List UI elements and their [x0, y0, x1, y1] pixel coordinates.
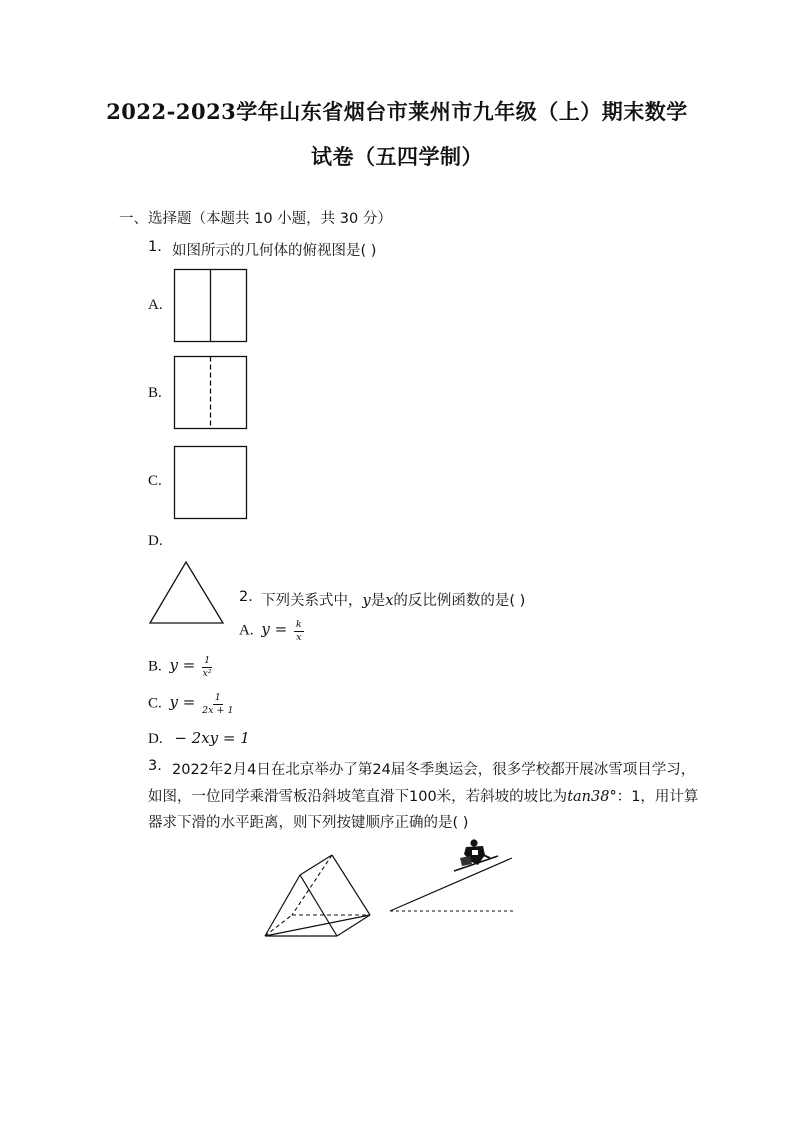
q2-option-a-lhs: y =	[261, 620, 288, 639]
q2-stem-post: 的反比例函数的是( )	[393, 593, 526, 609]
q2-option-a-denominator: x	[296, 631, 302, 643]
q2-option-b-denominator: x²	[202, 667, 212, 679]
q3-line1: 2022年2月4日在北京举办了第24届冬季奥运会，很多学校都开展冰雪项目学习，	[172, 762, 696, 778]
section-heading: 一、选择题（本题共 10 小题，共 30 分）	[119, 211, 392, 227]
q2-option-b-numerator: 1	[204, 655, 211, 666]
q2-option-b-fraction	[202, 656, 212, 678]
q3-line2-pre: 如图，一位同学乘滑雪板沿斜坡笔直滑下100米，若斜坡的坡比为	[148, 789, 568, 805]
q1-option-c-label: C.	[148, 473, 162, 489]
q2-var-x: x	[385, 593, 394, 609]
q1-option-b-label: B.	[148, 385, 162, 401]
q2-option-c-numerator: 1	[214, 692, 221, 703]
q2-option-c-label: C.	[148, 695, 162, 712]
q2-var-y: y	[362, 593, 371, 609]
q2-option-a-numerator: k	[295, 619, 302, 630]
q2-option-c-lhs: y =	[169, 693, 196, 712]
q1-number: 1.	[148, 239, 162, 255]
q2-stem-pre: 下列关系式中，	[261, 593, 363, 609]
q2-stem-mid: 是	[370, 593, 386, 609]
triangular-prism-figure	[262, 851, 374, 941]
q2-option-d	[148, 729, 250, 748]
q2-option-a	[239, 620, 304, 642]
q1-stem: 如图所示的几何体的俯视图是( )	[172, 243, 377, 259]
q1-option-d-label: D.	[148, 533, 163, 549]
q2-option-b-lhs: y =	[169, 656, 196, 675]
q2-option-b	[148, 656, 212, 678]
q2-option-c-denominator: 2x + 1	[202, 704, 234, 716]
document-title-line2: 试卷（五四学制）	[311, 144, 483, 169]
ski-slope-figure	[386, 838, 518, 916]
q3-line3: 器求下滑的水平距离，则下列按键顺序正确的是( )	[148, 815, 469, 831]
q2-option-a-label: A.	[239, 622, 254, 639]
document-title-line1: 2022-2023学年山东省烟台市莱州市九年级（上）期末数学	[106, 99, 688, 124]
q2-option-d-expr: − 2xy = 1	[174, 729, 250, 747]
q2-stem	[261, 589, 525, 610]
q2-option-d-label: D.	[148, 731, 163, 747]
q2-option-b-label: B.	[148, 658, 162, 675]
q3-line2-post: ：1，用计算	[616, 789, 699, 805]
q3-line2	[148, 785, 698, 806]
q3-line2-math: tan38°	[567, 789, 617, 805]
q3-number: 3.	[148, 758, 162, 774]
q1-option-a-label: A.	[148, 297, 163, 313]
skier-icon	[454, 839, 498, 871]
q2-number: 2.	[239, 589, 253, 605]
q2-option-c	[148, 693, 234, 715]
q2-option-c-fraction	[202, 693, 233, 715]
q1-option-a-figure	[174, 269, 248, 343]
q1-option-b-figure	[174, 356, 248, 430]
q2-option-a-fraction	[294, 620, 304, 642]
q1-option-d-figure	[149, 561, 225, 625]
q1-option-c-figure	[174, 446, 248, 520]
